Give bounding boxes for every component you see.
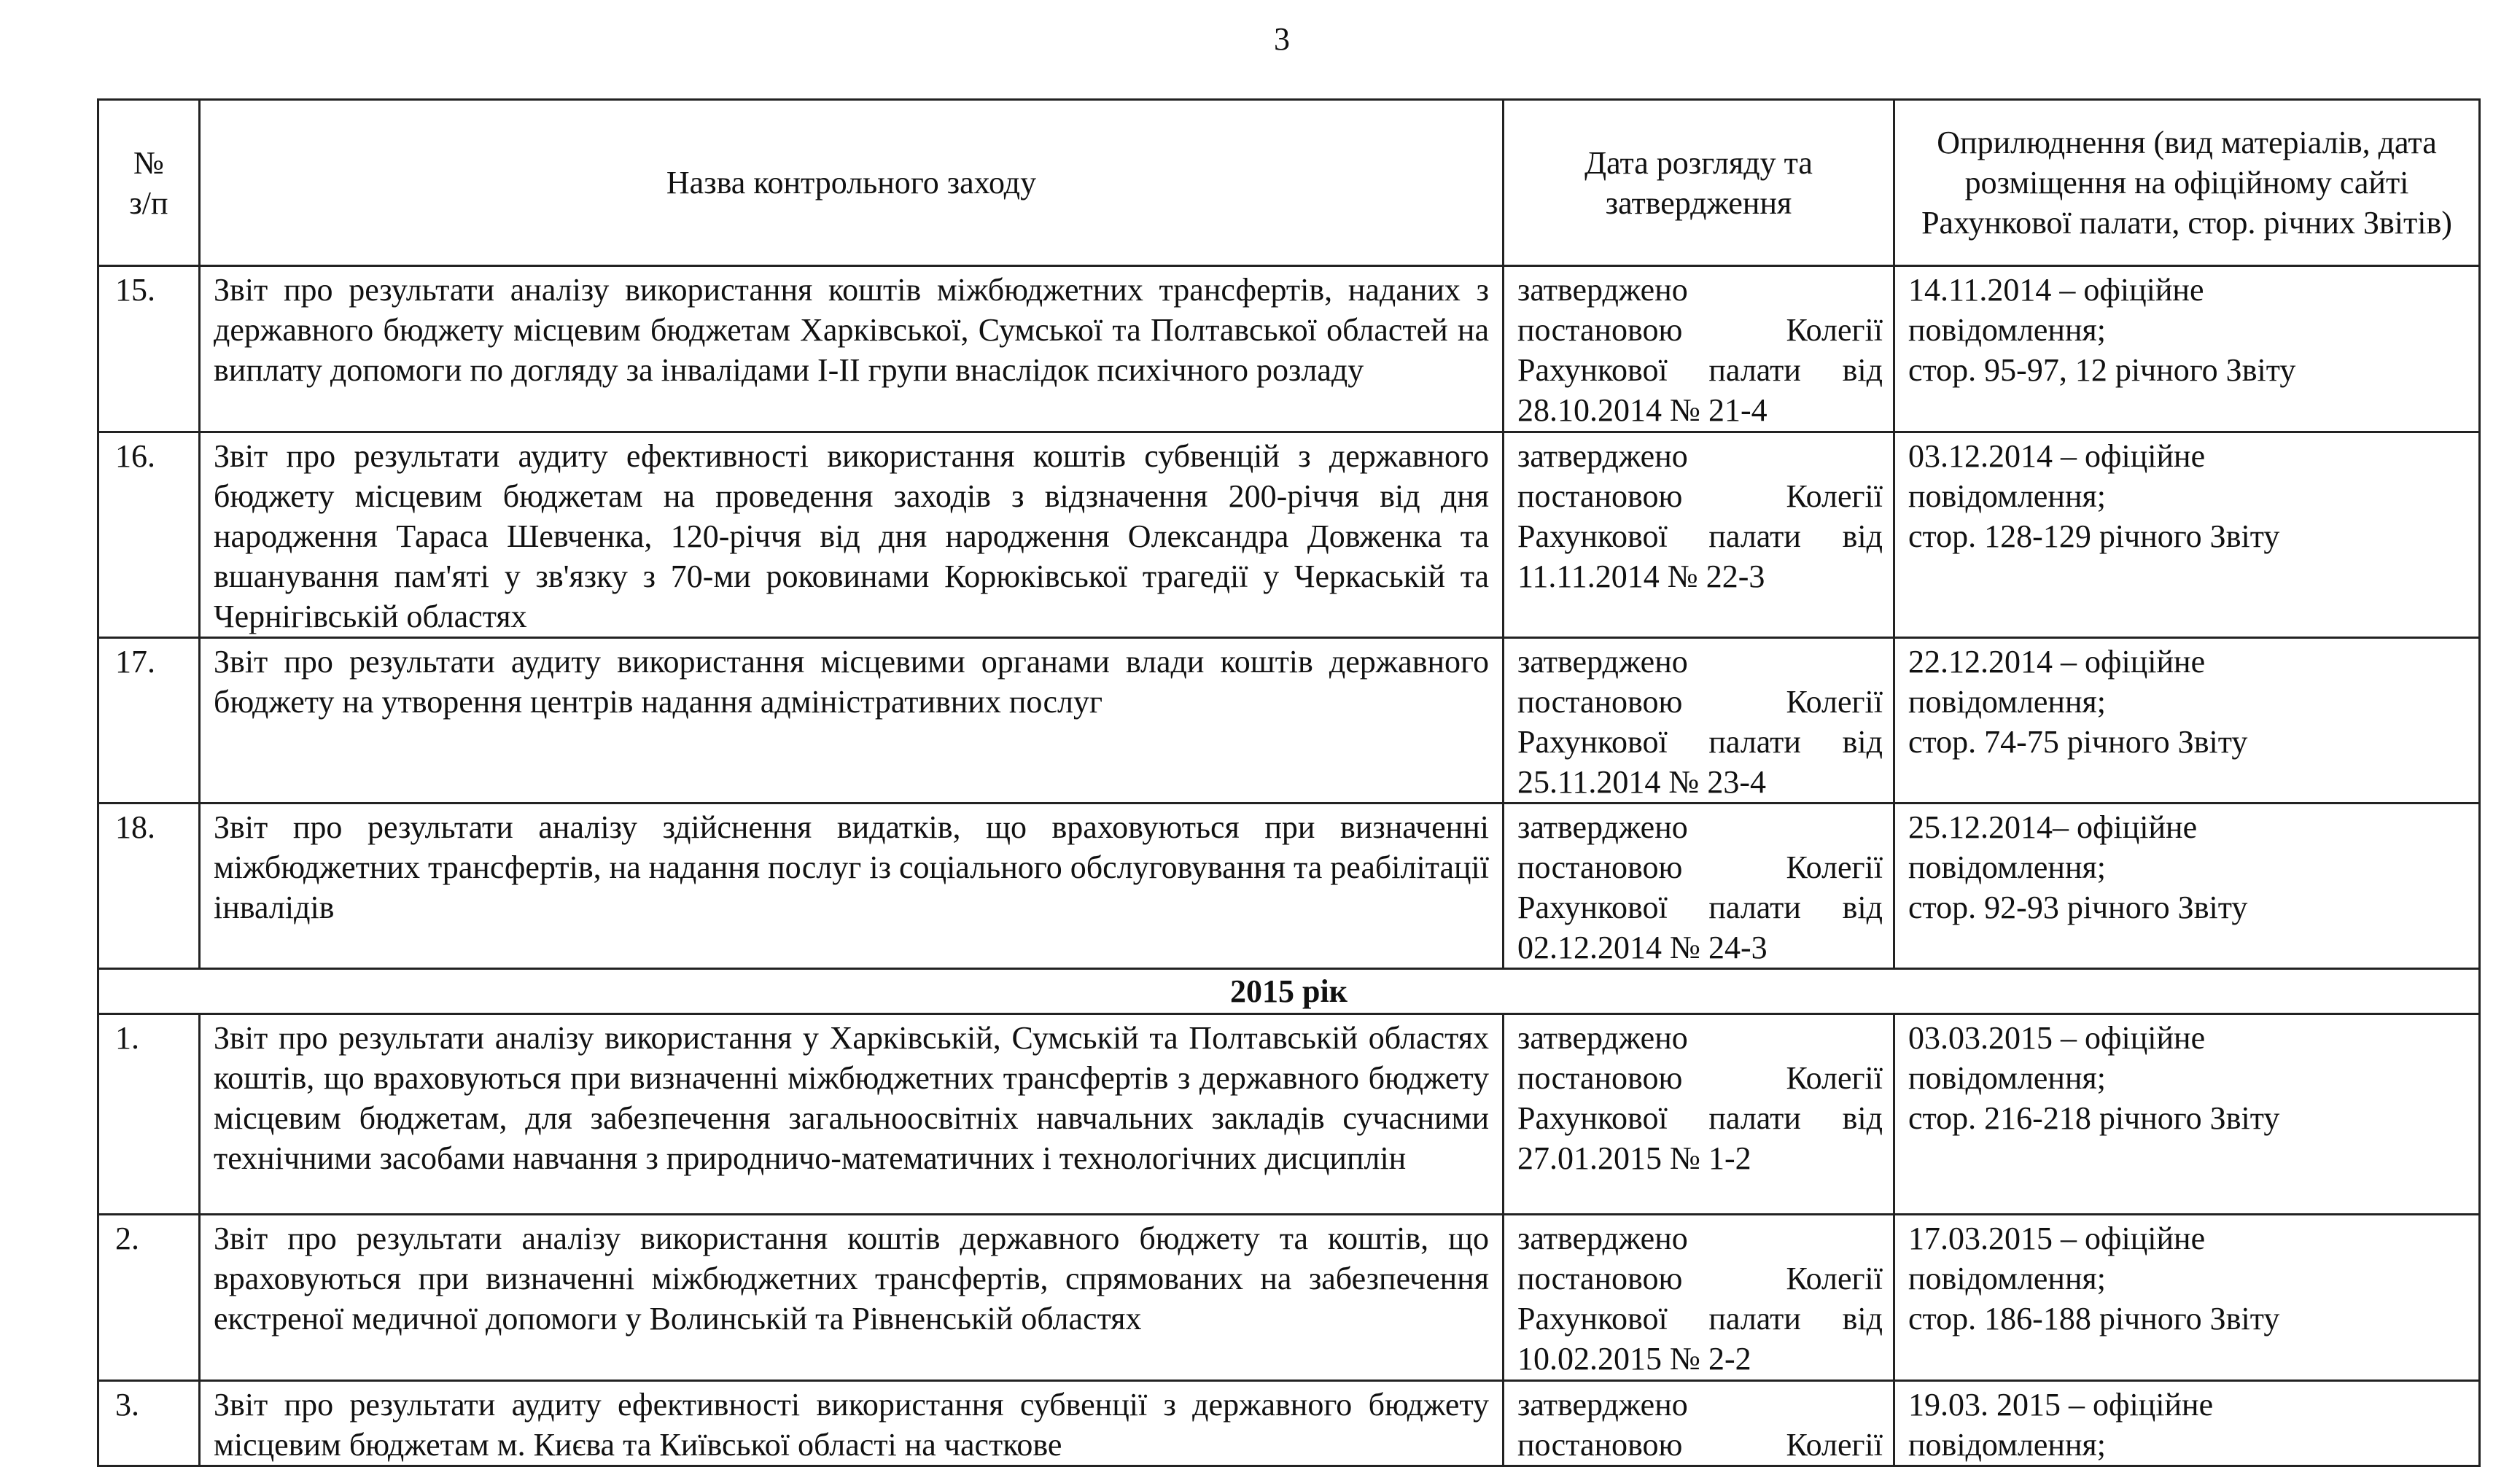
approval-date: затверджено постановою Колегії Рахункової палати від 25.11.2014 № 23-4 [1504, 638, 1894, 803]
approval-date: затверджено постановою Колегії Рахункової палати від 28.10.2014 № 21-4 [1504, 266, 1894, 432]
table-row [98, 432, 2480, 638]
row-number: 3. [98, 1381, 200, 1466]
header-number: № з/п [98, 100, 200, 266]
table-header-row [98, 100, 2480, 266]
measure-name: Звіт про результати аналізу використання коштів державного бюджету та коштів, що враховуються при визначенні міжбюджетних трансфертів, спрямованих на забезпечення екстреної медичної допомоги у Волинській та Рівненській областях [200, 1215, 1504, 1381]
measure-name: Звіт про результати аналізу використання у Харківській, Сумській та Полтавській областях коштів, що враховуються при визначенні міжбюджетних трансфертів з державного бюджету місцевим бюджетам, для забезпечення загальноосвітніх навчальних закладів сучасними технічними засобами навчання з природничо-математичних і технологічних дисциплін [200, 1014, 1504, 1215]
approval-date: затверджено постановою Колегії Рахункової палати від 11.11.2014 № 22-3 [1504, 432, 1894, 638]
approval-date: затверджено постановою Колегії Рахункової палати від 02.12.2014 № 24-3 [1504, 803, 1894, 969]
row-number: 2. [98, 1215, 200, 1381]
measure-name: Звіт про результати аудиту ефективності використання коштів субвенцій з державного бюджету місцевим бюджетам на проведення заходів з відзначення 200-річчя від дня народження Тараса Шевченка, 120-річчя від дня народження Олександра Довженка та вшанування пам'яті у зв'язку з 70-ми роковинами Корюківської трагедії у Черкаській та Чернігівській областях [200, 432, 1504, 638]
approval-date: затверджено постановою Колегії Рахункової палати від 10.02.2015 № 2-2 [1504, 1215, 1894, 1381]
header-date: Дата розгляду та затвердження [1504, 100, 1894, 266]
approval-date: затверджено постановою Колегії Рахункової палати від 27.01.2015 № 1-2 [1504, 1014, 1894, 1215]
header-publication: Оприлюднення (вид матеріалів, дата розміщення на офіційному сайті Рахункової палати, стор. річних Звітів) [1894, 100, 2480, 266]
table-row [98, 266, 2480, 432]
table-row [98, 803, 2480, 969]
publication-info: 19.03. 2015 – офіційне повідомлення; [1894, 1381, 2480, 1466]
measure-name: Звіт про результати аналізу здійснення видатків, що враховуються при визначенні міжбюджетних трансфертів, на надання послуг із соціального обслуговування та реабілітації інвалідів [200, 803, 1504, 969]
row-number: 15. [98, 266, 200, 432]
publication-info: 03.12.2014 – офіційне повідомлення; стор. 128-129 річного Звіту [1894, 432, 2480, 638]
publication-info: 14.11.2014 – офіційне повідомлення; стор. 95-97, 12 річного Звіту [1894, 266, 2480, 432]
row-number: 17. [98, 638, 200, 803]
publication-info: 03.03.2015 – офіційне повідомлення; стор. 216-218 річного Звіту [1894, 1014, 2480, 1215]
header-name: Назва контрольного заходу [200, 100, 1504, 266]
year-label: 2015 рік [98, 969, 2480, 1014]
year-row [98, 969, 2480, 1014]
measure-name: Звіт про результати аудиту використання місцевими органами влади коштів державного бюджету на утворення центрів надання адміністративних послуг [200, 638, 1504, 803]
row-number: 16. [98, 432, 200, 638]
publication-info: 17.03.2015 – офіційне повідомлення; стор. 186-188 річного Звіту [1894, 1215, 2480, 1381]
table-row [98, 638, 2480, 803]
measure-name: Звіт про результати аудиту ефективності використання субвенції з державного бюджету місцевим бюджетам м. Києва та Київської області на часткове [200, 1381, 1504, 1466]
control-measures-table [97, 98, 2481, 1467]
table-row [98, 1014, 2480, 1215]
page-number: 3 [1274, 21, 1290, 57]
table-row [98, 1381, 2480, 1466]
publication-info: 22.12.2014 – офіційне повідомлення; стор. 74-75 річного Звіту [1894, 638, 2480, 803]
row-number: 1. [98, 1014, 200, 1215]
measure-name: Звіт про результати аналізу використання коштів міжбюджетних трансфертів, наданих з державного бюджету місцевим бюджетам Харківської, Сумської та Полтавської областей на виплату допомоги по догляду за інвалідами І-ІІ групи внаслідок психічного розладу [200, 266, 1504, 432]
approval-date: затверджено постановою Колегії [1504, 1381, 1894, 1466]
table-row [98, 1215, 2480, 1381]
publication-info: 25.12.2014– офіційне повідомлення; стор. 92-93 річного Звіту [1894, 803, 2480, 969]
row-number: 18. [98, 803, 200, 969]
